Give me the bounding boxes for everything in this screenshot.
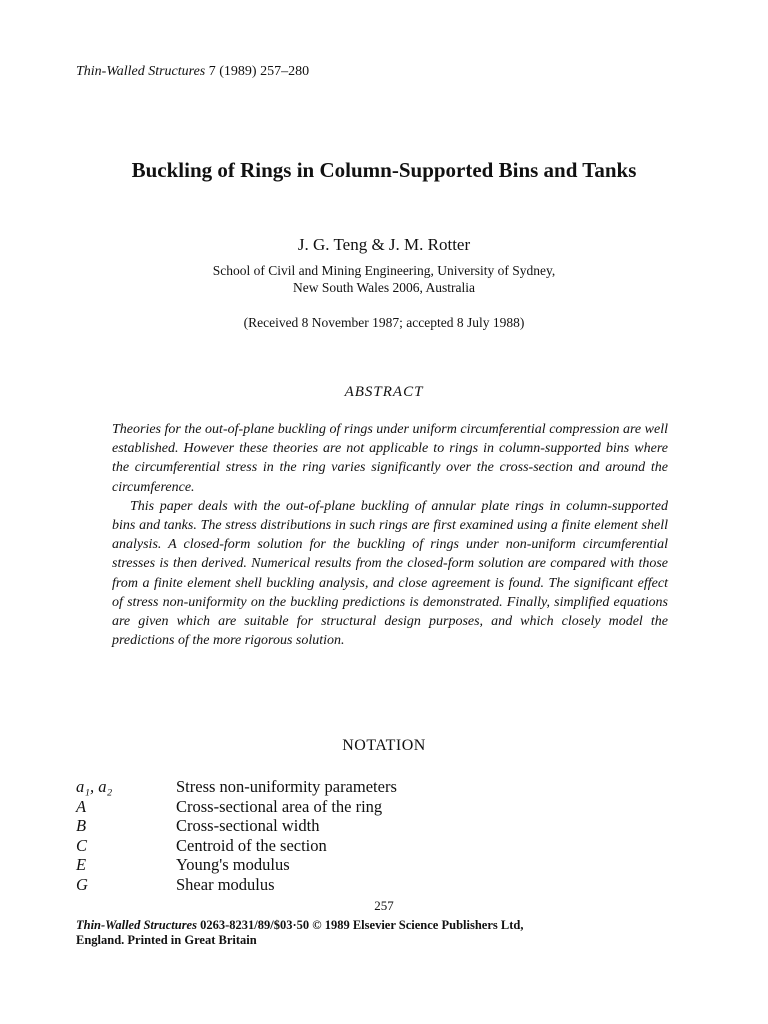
- notation-symbol: A: [76, 796, 87, 816]
- notation-symbol: C: [76, 835, 88, 855]
- notation-list: [76, 777, 696, 895]
- abstract-paragraph-1: Theories for the out-of-plane buckling of rings under uniform circumferential compression are well established. However these theories are not applicable to rings in column-supported bins where the circumferential stress in the ring varies significantly over the cross-section and around the circumference.: [112, 422, 668, 495]
- abstract-heading: ABSTRACT: [344, 384, 424, 400]
- notation-row: [76, 836, 696, 856]
- notation-definition: Cross-sectional width: [176, 816, 320, 836]
- notation-row: [76, 777, 696, 797]
- abstract-paragraph-2: This paper deals with the out-of-plane buckling of annular plate rings in column-supported bins and tanks. The stress distributions in such rings are first examined using a finite element shell analysis. A closed-form solution for the buckling of rings under non-uniform circumferential stresses is then derived. Numerical results from the closed-form solution are compared with those from a finite element shell buckling analysis, and close agreement is found. The significant effect of stress non-uniformity on the buckling predictions is demonstrated. Finally, simplified equations are given which are suitable for structural design purposes, and which closely model the predictions of the more rigorous solution.: [112, 498, 668, 649]
- footer-journal-name: Thin-Walled Structures: [76, 918, 197, 932]
- notation-definition: Shear modulus: [176, 874, 275, 894]
- footer-line-2: England. Printed in Great Britain: [76, 933, 257, 947]
- footer-line-1: [76, 918, 696, 933]
- affiliation: [0, 262, 768, 296]
- notation-heading: NOTATION: [342, 737, 426, 754]
- abstract-body: [112, 420, 668, 650]
- journal-name: Thin-Walled Structures: [76, 64, 206, 79]
- affiliation-line-1: School of Civil and Mining Engineering, University of Sydney,: [212, 263, 556, 278]
- notation-symbol: E: [76, 855, 87, 875]
- notation-symbol: a₁, a₂: [76, 777, 113, 796]
- page-number: 257: [374, 898, 394, 913]
- publisher-footer: [76, 918, 696, 948]
- notation-symbol: G: [76, 874, 88, 894]
- notation-row: [76, 875, 696, 895]
- notation-row: [76, 855, 696, 875]
- notation-symbol: B: [76, 816, 87, 836]
- notation-row: [76, 816, 696, 836]
- received-dates: (Received 8 November 1987; accepted 8 July 1988): [243, 315, 525, 330]
- affiliation-line-2: New South Wales 2006, Australia: [292, 280, 476, 295]
- notation-definition: Cross-sectional area of the ring: [176, 796, 383, 816]
- notation-definition: Centroid of the section: [176, 835, 327, 855]
- notation-row: [76, 797, 696, 817]
- volume-pages: 7 (1989) 257–280: [208, 64, 310, 79]
- paper-title: Buckling of Rings in Column-Supported Bins and Tanks: [131, 158, 637, 182]
- footer-issn-copyright: 0263-8231/89/$03·50 © 1989 Elsevier Science Publishers Ltd,: [196, 918, 524, 932]
- notation-definition: Young's modulus: [176, 855, 290, 875]
- journal-header: [76, 64, 309, 80]
- authors: J. G. Teng & J. M. Rotter: [297, 235, 471, 254]
- notation-definition: Stress non-uniformity parameters: [176, 777, 397, 796]
